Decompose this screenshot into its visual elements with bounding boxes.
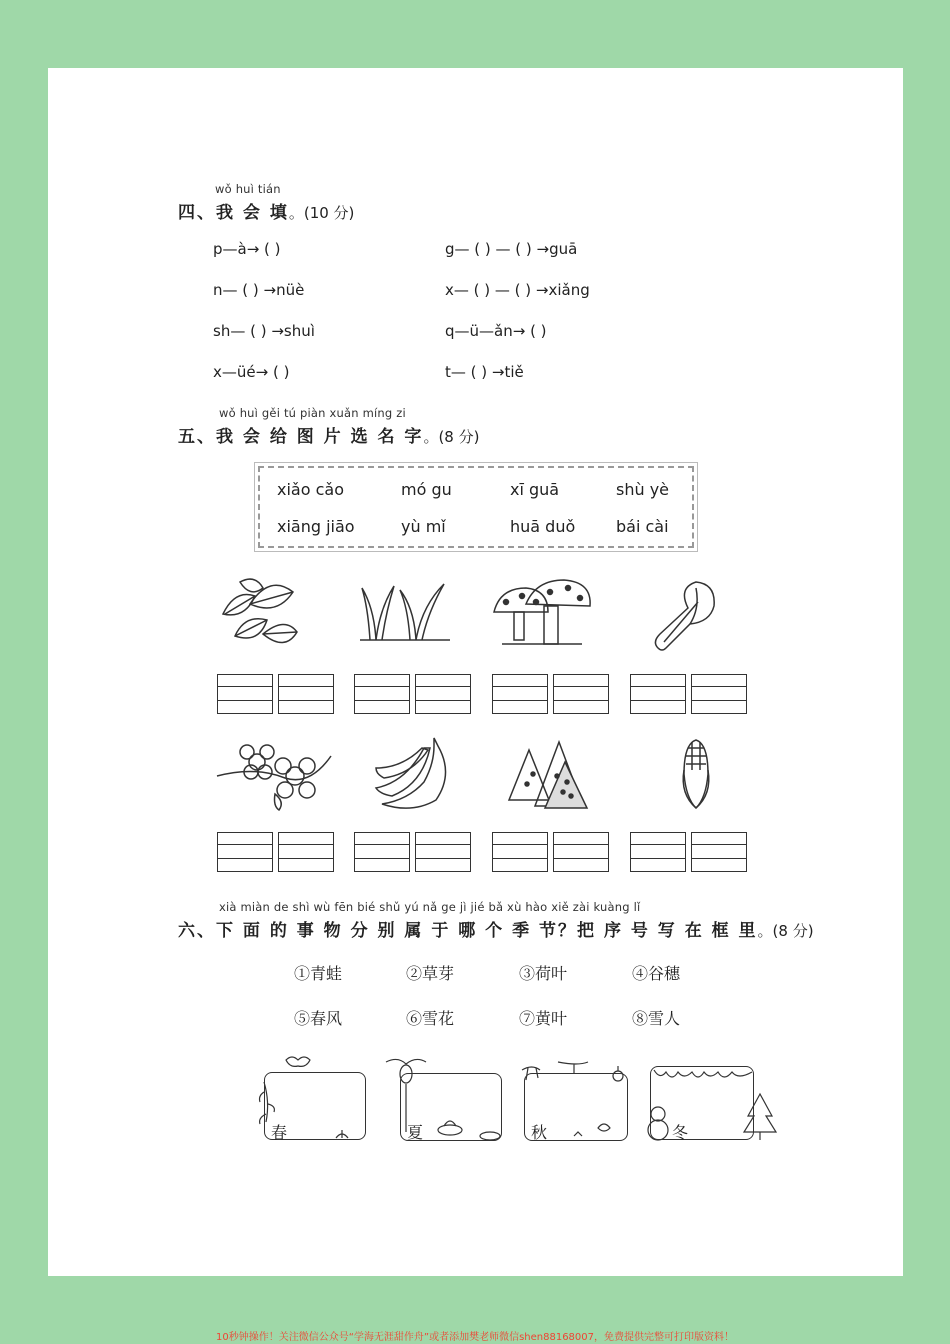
answer-cell[interactable] xyxy=(553,674,609,714)
mushroom-icon xyxy=(492,576,592,648)
word-option: huā duǒ xyxy=(510,517,576,536)
answer-cell[interactable] xyxy=(354,674,410,714)
section6-heading xyxy=(178,916,814,941)
section6-score: 。(8 分) xyxy=(757,922,814,940)
answer-grid[interactable] xyxy=(217,674,334,714)
fill-item[interactable]: sh— ( ) →shuì xyxy=(213,322,315,340)
season-item: ①青蛙 xyxy=(294,964,343,983)
section5-title: 五、我 会 给 图 片 选 名 字 xyxy=(178,427,424,447)
corn-icon xyxy=(678,734,714,812)
answer-cell[interactable] xyxy=(630,674,686,714)
answer-cell[interactable] xyxy=(354,832,410,872)
leaves-icon xyxy=(215,574,300,654)
banana-icon xyxy=(372,734,457,814)
autumn-label: 秋 xyxy=(531,1123,548,1142)
answer-cell[interactable] xyxy=(278,674,334,714)
word-option: xī guā xyxy=(510,480,560,499)
answer-cell[interactable] xyxy=(691,832,747,872)
season-item: ⑥雪花 xyxy=(406,1009,455,1028)
cabbage-icon xyxy=(650,578,720,654)
answer-cell[interactable] xyxy=(492,674,548,714)
section4-heading xyxy=(178,198,354,223)
winter-label: 冬 xyxy=(672,1123,689,1142)
season-item: ②草芽 xyxy=(406,964,455,983)
section4-score: 。(10 分) xyxy=(288,204,355,222)
word-option: bái cài xyxy=(616,517,669,536)
answer-cell[interactable] xyxy=(217,674,273,714)
answer-cell[interactable] xyxy=(217,832,273,872)
season-item: ⑤春风 xyxy=(294,1009,343,1028)
fill-item[interactable]: x— ( ) — ( ) →xiǎng xyxy=(445,281,590,299)
answer-grid[interactable] xyxy=(492,674,609,714)
answer-cell[interactable] xyxy=(492,832,548,872)
fill-item[interactable]: t— ( ) →tiě xyxy=(445,363,524,381)
answer-cell[interactable] xyxy=(691,674,747,714)
season-item: ④谷穗 xyxy=(632,964,681,983)
answer-grid[interactable] xyxy=(217,832,334,872)
answer-grid[interactable] xyxy=(492,832,609,872)
word-option: xiāng jiāo xyxy=(277,517,355,536)
answer-cell[interactable] xyxy=(278,832,334,872)
fill-item[interactable]: g— ( ) — ( ) →guā xyxy=(445,240,578,258)
summer-label: 夏 xyxy=(407,1123,424,1142)
winter-decoration-icon xyxy=(640,1060,780,1144)
season-item: ⑧雪人 xyxy=(632,1009,681,1028)
word-option: shù yè xyxy=(616,480,670,499)
footer-note: 10秒钟操作！关注微信公众号“学海无涯甜作舟”或者添加樊老师微信shen88168007，免费提供完整可打印版资料！ xyxy=(215,1332,735,1343)
answer-cell[interactable] xyxy=(415,674,471,714)
flower-icon xyxy=(215,736,335,812)
fill-item[interactable]: x—üé→ ( ) xyxy=(213,363,290,381)
watermelon-icon xyxy=(505,736,590,812)
section4-title: 四、我 会 填 xyxy=(178,203,289,223)
summer-decoration-icon xyxy=(378,1052,502,1142)
answer-grid[interactable] xyxy=(354,674,471,714)
word-option: yù mǐ xyxy=(401,517,446,536)
answer-grid[interactable] xyxy=(630,832,747,872)
grass-icon xyxy=(360,578,450,644)
season-item: ⑦黄叶 xyxy=(519,1009,568,1028)
answer-cell[interactable] xyxy=(415,832,471,872)
answer-cell[interactable] xyxy=(553,832,609,872)
section5-pinyin: wǒ huì gěi tú piàn xuǎn míng zi xyxy=(219,406,406,420)
spring-label: 春 xyxy=(271,1123,288,1142)
section6-title: 六、下 面 的 事 物 分 别 属 于 哪 个 季 节？把 序 号 写 在 框 里 xyxy=(178,921,758,941)
word-option: mó gu xyxy=(401,480,452,499)
section6-pinyin: xià miàn de shì wù fēn bié shǔ yú nǎ ge jì jié bǎ xù hào xiě zài kuàng lǐ xyxy=(219,900,641,914)
season-item: ③荷叶 xyxy=(519,964,568,983)
fill-item[interactable]: q—ü—ǎn→ ( ) xyxy=(445,322,547,340)
section5-heading xyxy=(178,422,479,447)
fill-item[interactable]: n— ( ) →nüè xyxy=(213,281,305,299)
word-option: xiǎo cǎo xyxy=(277,480,344,499)
section4-pinyin: wǒ huì tián xyxy=(215,182,281,196)
answer-cell[interactable] xyxy=(630,832,686,872)
answer-grid[interactable] xyxy=(630,674,747,714)
answer-grid[interactable] xyxy=(354,832,471,872)
fill-item[interactable]: p—à→ ( ) xyxy=(213,240,281,258)
section5-score: 。(8 分) xyxy=(423,428,480,446)
